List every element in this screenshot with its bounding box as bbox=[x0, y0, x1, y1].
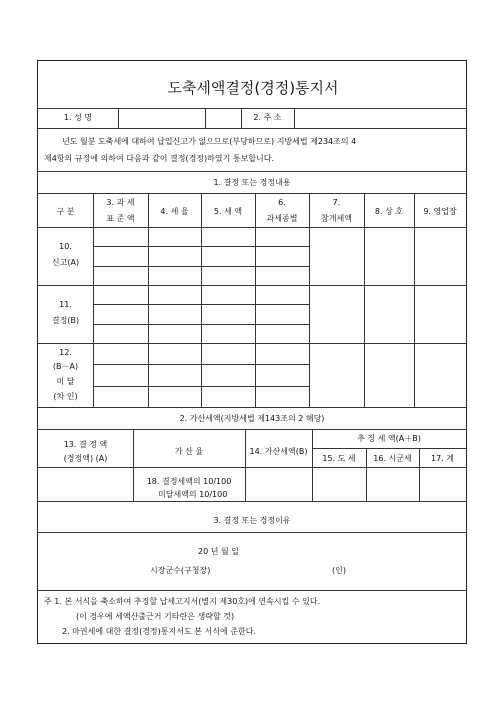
divider bbox=[93, 386, 309, 387]
col-slaughter-2: 참개세액 bbox=[321, 214, 352, 223]
divider bbox=[364, 193, 365, 407]
divider bbox=[93, 246, 309, 247]
divider bbox=[38, 227, 466, 228]
col-category-1: 6. bbox=[278, 198, 286, 207]
section2-header: 2. 가산세액(지방세법 제143조의 2 해당) bbox=[179, 414, 325, 423]
col16: 16. 시군세 bbox=[373, 454, 412, 463]
divider bbox=[38, 193, 466, 194]
rate-line-1: 18. 결정세액의 10/100 bbox=[146, 477, 232, 486]
col13-2: (경정액) (A) bbox=[63, 454, 108, 463]
col-slaughter-1: 7. bbox=[332, 198, 341, 207]
col-addrate: 가 산 율 bbox=[174, 447, 204, 456]
divider bbox=[133, 429, 134, 501]
col17: 17. 계 bbox=[431, 454, 454, 463]
col-gubun: 구 분 bbox=[56, 207, 75, 216]
col15: 15. 도 세 bbox=[322, 454, 356, 463]
row12-label-3: 미 달 bbox=[56, 377, 75, 386]
divider bbox=[205, 108, 206, 128]
col13-1: 13. 결 정 액 bbox=[63, 440, 108, 449]
divider bbox=[201, 193, 202, 407]
date-line: 20 년 월 일 bbox=[198, 547, 239, 556]
seal-mark: (인) bbox=[332, 566, 346, 575]
divider bbox=[93, 324, 309, 325]
rate-line-2: 미달세액의 10/100 bbox=[158, 490, 228, 499]
signer-label: 시장군수(구청장) bbox=[150, 566, 211, 575]
col-taxstd-1: 3. 과 세 bbox=[106, 198, 135, 207]
row11-label-1: 11. bbox=[59, 300, 72, 309]
divider bbox=[38, 171, 466, 172]
note-3: 2. 마권세에 대한 결정(경정)통지서도 본 서식에 준한다. bbox=[62, 627, 256, 636]
divider bbox=[414, 193, 415, 407]
row10-label-1: 10. bbox=[59, 242, 72, 251]
divider bbox=[294, 108, 295, 128]
divider bbox=[38, 343, 466, 344]
address-label: 2. 주 소 bbox=[253, 113, 282, 122]
divider bbox=[38, 285, 466, 286]
divider bbox=[38, 501, 466, 502]
divider bbox=[118, 108, 119, 128]
divider bbox=[38, 108, 466, 109]
row10-label-2: 신고(A) bbox=[51, 258, 80, 267]
section1-header: 1. 결정 또는 경정내용 bbox=[213, 178, 291, 187]
divider bbox=[309, 193, 310, 407]
form-title: 도축세액결정(경정)통지서 bbox=[167, 79, 339, 97]
divider bbox=[312, 448, 466, 449]
divider bbox=[245, 429, 246, 501]
col-taxstd-2: 표 준 액 bbox=[106, 214, 135, 223]
col-trade: 8. 상 호 bbox=[374, 207, 404, 216]
section3-header: 3. 결정 또는 경정이유 bbox=[213, 516, 291, 525]
divider bbox=[38, 590, 466, 591]
divider bbox=[38, 429, 466, 430]
divider bbox=[38, 128, 466, 129]
col-taxrate: 4. 세 율 bbox=[160, 207, 189, 216]
divider bbox=[38, 407, 466, 408]
divider bbox=[93, 364, 309, 365]
col-business: 9. 영업장 bbox=[423, 207, 457, 216]
col14: 14. 가산세액(B) bbox=[249, 447, 308, 456]
note-1: 주 1. 본 서식을 축소하여 추징할 납세고지서(별지 제30호)에 연속시킬 수 있다. bbox=[44, 597, 321, 606]
name-label: 1. 성 명 bbox=[63, 113, 93, 122]
divider bbox=[38, 532, 466, 533]
notice-line-1: 년도 월분 도축세에 대하여 납입신고가 없으므로(부당하므로) 지방세법 제234조의 4 bbox=[62, 137, 357, 146]
divider bbox=[93, 193, 94, 407]
divider bbox=[38, 467, 466, 468]
row12-label-1: 12. bbox=[59, 348, 72, 357]
row12-label-4: (차 인) bbox=[53, 392, 78, 401]
divider bbox=[148, 193, 149, 407]
col-collect: 추 징 세 액(A＋B) bbox=[357, 434, 421, 443]
divider bbox=[255, 193, 256, 407]
notice-line-2: 제4항의 규정에 의하여 다음과 같이 결정(경정)하였기 통보합니다. bbox=[44, 154, 275, 163]
note-2: (이 경우에 세액산출근거 기타란은 생략할 것) bbox=[76, 612, 235, 621]
row11-label-2: 결정(B) bbox=[51, 316, 80, 325]
divider bbox=[93, 266, 309, 267]
notice-form bbox=[37, 60, 467, 644]
col-taxamt: 5. 세 액 bbox=[213, 207, 243, 216]
row12-label-2: (B－A) bbox=[52, 362, 79, 371]
col-category-2: 과세종별 bbox=[266, 214, 298, 223]
divider bbox=[93, 304, 309, 305]
